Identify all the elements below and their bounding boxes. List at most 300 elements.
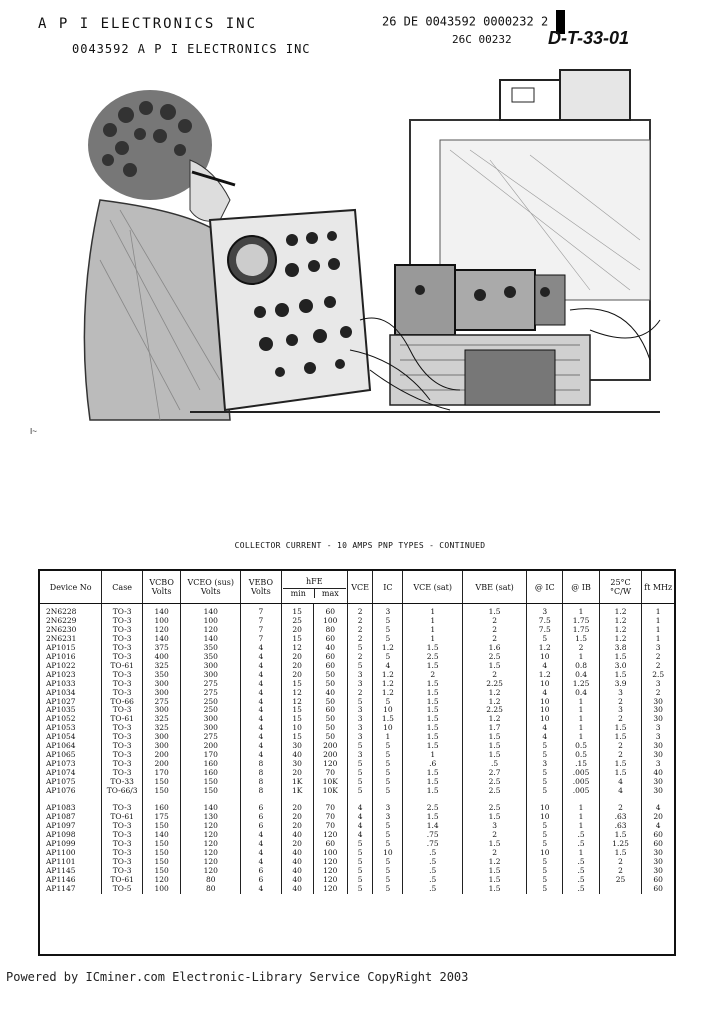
table-cell: 4: [241, 662, 282, 671]
table-cell: 2: [347, 653, 373, 662]
table-cell: TO-66/3: [102, 787, 143, 796]
table-body: [40, 604, 674, 894]
table-cell: 160: [181, 760, 241, 769]
table-cell: TO-3: [102, 706, 143, 715]
table-cell: 5: [347, 885, 373, 894]
table-cell: 1.5: [463, 876, 527, 885]
table-cell: .5: [403, 858, 463, 867]
table-cell: 150: [142, 822, 180, 831]
table-cell: 375: [142, 644, 180, 653]
table-cell: 4: [527, 689, 563, 698]
table-cell: 4: [241, 671, 282, 680]
table-cell: 250: [181, 706, 241, 715]
table-cell: 4: [527, 724, 563, 733]
technician-photo: [30, 60, 666, 430]
table-cell: 6: [241, 876, 282, 885]
table-cell: 5: [373, 769, 403, 778]
table-cell: .5: [563, 867, 599, 876]
table-cell: 1: [563, 715, 599, 724]
table-cell: 5: [527, 778, 563, 787]
table-cell: 2: [655, 651, 661, 661]
table-cell: 2: [463, 635, 527, 644]
table-cell: 2: [347, 626, 373, 635]
table-cell: .5: [563, 858, 599, 867]
table-cell: 2.25: [463, 706, 527, 715]
table-cell: 1: [655, 607, 661, 616]
table-cell: 5: [347, 769, 373, 778]
table-cell: TO-3: [102, 760, 143, 769]
table-cell: 2: [347, 635, 373, 644]
table-cell: 1.5: [403, 706, 463, 715]
table-cell: 1.5: [599, 653, 642, 662]
table-cell: TO-61: [102, 876, 143, 885]
table-cell: 10: [527, 813, 563, 822]
table-cell: 1.2: [373, 644, 403, 653]
table-cell: 120: [313, 831, 347, 840]
table-cell: 1.5: [599, 733, 642, 742]
table-cell: 3: [373, 604, 403, 617]
table-cell: 5: [527, 822, 563, 831]
col-hfe-max: max: [321, 588, 339, 598]
device-number-cell: AP1022: [40, 662, 102, 671]
col-hfe-label: hFE: [305, 576, 323, 586]
table-cell: 4: [241, 680, 282, 689]
table-cell: 5: [373, 876, 403, 885]
device-number-cell: AP1054: [40, 733, 102, 742]
table-cell: .5: [403, 885, 463, 894]
table-cell: 1.7: [463, 724, 527, 733]
table-cell: 7.5: [527, 626, 563, 635]
table-cell: 3: [347, 751, 373, 760]
table-cell: TO-3: [102, 617, 143, 626]
table-cell: 140: [181, 604, 241, 617]
table-cell: 1.5: [599, 849, 642, 858]
table-cell: TO-3: [102, 733, 143, 742]
table-cell: [599, 885, 642, 894]
table-cell: 50: [313, 680, 347, 689]
table-cell: 4: [347, 813, 373, 822]
table-header-row: [40, 571, 674, 604]
table-cell: 0.5: [563, 751, 599, 760]
table-cell: 20: [281, 804, 313, 813]
col-vce-sat: VCE (sat): [403, 571, 463, 604]
table-cell: 2.5: [463, 653, 527, 662]
device-number-cell: AP1023: [40, 671, 102, 680]
table-cell: 5: [373, 751, 403, 760]
table-cell: 160: [142, 804, 180, 813]
table-cell: 1.5: [463, 840, 527, 849]
table-cell: .5: [463, 760, 527, 769]
table-cell: 1: [655, 624, 661, 634]
table-cell: 60: [313, 653, 347, 662]
table-cell: 1: [373, 733, 403, 742]
table-cell: 60: [653, 829, 663, 839]
table-cell: 120: [313, 876, 347, 885]
table-cell: 1.5: [463, 662, 527, 671]
device-number-cell: 2N6229: [40, 617, 102, 626]
table-cell: 170: [142, 769, 180, 778]
table-cell: 2: [463, 849, 527, 858]
table-cell: 80: [313, 626, 347, 635]
table-cell: 60: [313, 706, 347, 715]
table-cell: 30: [653, 847, 663, 857]
table-cell: 6: [241, 804, 282, 813]
table-cell: 40: [281, 885, 313, 894]
table-cell: 3: [655, 678, 661, 688]
table-cell: 50: [313, 724, 347, 733]
table-cell: 20: [281, 840, 313, 849]
table-cell: 20: [281, 626, 313, 635]
table-cell: 2: [463, 671, 527, 680]
col-vceo: VCEO (sus) Volts: [181, 571, 241, 604]
table-cell: 300: [142, 689, 180, 698]
table-cell: 1.5: [599, 671, 642, 680]
table-cell: 10K: [313, 778, 347, 787]
table-cell: 5: [373, 778, 403, 787]
table-cell: 4: [241, 715, 282, 724]
table-cell: 60: [653, 838, 663, 848]
oscilloscope: [210, 210, 370, 410]
table-cell: 2: [599, 751, 642, 760]
table-cell: 50: [313, 715, 347, 724]
device-number-cell: AP1145: [40, 867, 102, 876]
table-cell: TO-3: [102, 742, 143, 751]
document-code-text: 26 DE 0043592 0000232 2: [382, 14, 549, 29]
table-cell: TO-5: [102, 885, 143, 894]
table-cell: 30: [653, 705, 663, 715]
col-hfe: [281, 571, 347, 604]
table-cell: 4: [241, 849, 282, 858]
table-cell: 12: [281, 644, 313, 653]
table-cell: 140: [142, 604, 180, 617]
table-cell: 300: [142, 733, 180, 742]
table-cell: 4: [241, 858, 282, 867]
table-cell: 300: [142, 742, 180, 751]
footer-credit: Powered by ICminer.com Electronic-Library Service CopyRight 2003: [6, 970, 469, 984]
table-cell: 4: [241, 742, 282, 751]
table-cell: 2.5: [652, 669, 665, 679]
table-cell: 2: [655, 687, 661, 697]
table-cell: 5: [373, 822, 403, 831]
device-number-cell: AP1098: [40, 831, 102, 840]
table-cell: 120: [181, 849, 241, 858]
table-cell: 1.5: [403, 813, 463, 822]
table-cell: 5: [347, 858, 373, 867]
table-cell: 10K: [313, 787, 347, 796]
table-cell: TO-3: [102, 822, 143, 831]
table-cell: 325: [142, 662, 180, 671]
table-cell: 10: [527, 706, 563, 715]
table-cell: 1: [563, 698, 599, 707]
table-cell: 1.5: [403, 787, 463, 796]
table-cell: 0.5: [563, 742, 599, 751]
table-cell: 120: [313, 885, 347, 894]
table-cell: 10: [281, 724, 313, 733]
table-cell: 0.4: [563, 671, 599, 680]
table-cell: 1.2: [463, 858, 527, 867]
table-cell: 30: [653, 856, 663, 866]
table-cell: 60: [313, 604, 347, 617]
table-cell: 4: [241, 831, 282, 840]
table-cell: 3.9: [599, 680, 642, 689]
table-cell: 1: [403, 617, 463, 626]
table-cell: 5: [527, 751, 563, 760]
table-cell: 5: [373, 698, 403, 707]
table-cell: 120: [313, 858, 347, 867]
table-cell: TO-3: [102, 769, 143, 778]
table-cell: 8: [241, 787, 282, 796]
table-cell: 70: [313, 813, 347, 822]
table-cell: 4: [241, 733, 282, 742]
table-cell: 30: [653, 741, 663, 751]
table-cell: 120: [313, 760, 347, 769]
table-cell: 40: [281, 751, 313, 760]
table-cell: 5: [373, 760, 403, 769]
table-cell: 1.5: [463, 813, 527, 822]
col-vebo: VEBO Volts: [241, 571, 282, 604]
table-cell: 3: [599, 706, 642, 715]
table-cell: 3: [347, 706, 373, 715]
table-cell: .15: [563, 760, 599, 769]
test-fixture: [390, 265, 590, 405]
table-cell: 12: [281, 689, 313, 698]
table-cell: TO-61: [102, 715, 143, 724]
table-cell: 1.2: [527, 644, 563, 653]
table-cell: 2: [563, 644, 599, 653]
table-cell: 4: [241, 840, 282, 849]
table-cell: .5: [563, 885, 599, 894]
table-cell: TO-3: [102, 604, 143, 617]
device-number-cell: AP1034: [40, 689, 102, 698]
table-cell: 150: [142, 867, 180, 876]
table-cell: TO-3: [102, 804, 143, 813]
table-cell: .5: [563, 831, 599, 840]
table-cell: 40: [281, 831, 313, 840]
table-cell: 2: [599, 742, 642, 751]
table-cell: .5: [403, 876, 463, 885]
table-cell: 15: [281, 715, 313, 724]
table-cell: 1.2: [527, 671, 563, 680]
table-cell: 100: [142, 617, 180, 626]
handwritten-doc-number: D-T-33-01: [548, 28, 630, 48]
table-cell: 20: [281, 813, 313, 822]
col-vcbo: VCBO Volts: [142, 571, 180, 604]
table-cell: 1.75: [563, 626, 599, 635]
table-cell: 4: [241, 724, 282, 733]
table-cell: 5: [373, 885, 403, 894]
table-cell: 70: [313, 804, 347, 813]
table-cell: 300: [142, 706, 180, 715]
table-cell: TO-3: [102, 831, 143, 840]
device-number-cell: AP1087: [40, 813, 102, 822]
table-cell: 1: [563, 804, 599, 813]
table-cell: 1.2: [599, 635, 642, 644]
table-cell: 325: [142, 715, 180, 724]
table-cell: 1.5: [403, 644, 463, 653]
table-cell: 325: [142, 724, 180, 733]
table-cell: 1.2: [599, 626, 642, 635]
table-cell: 3: [527, 760, 563, 769]
table-cell: 12: [281, 698, 313, 707]
table-cell: 3.8: [599, 644, 642, 653]
table-cell: 2: [599, 867, 642, 876]
table-cell: 1.5: [563, 635, 599, 644]
table-cell: 40: [653, 768, 663, 778]
table-cell: 1: [403, 626, 463, 635]
table-cell: 200: [142, 751, 180, 760]
table-cell: 1.25: [563, 680, 599, 689]
table-cell: .5: [403, 849, 463, 858]
table-cell: 30: [281, 760, 313, 769]
table-cell: 5: [373, 653, 403, 662]
table-cell: TO-3: [102, 626, 143, 635]
table-cell: 2: [347, 604, 373, 617]
table-cell: 5: [527, 769, 563, 778]
table-cell: .75: [403, 831, 463, 840]
table-cell: 5: [527, 787, 563, 796]
table-cell: 1.2: [373, 689, 403, 698]
table-cell: 3: [347, 680, 373, 689]
table-cell: 5: [347, 698, 373, 707]
table-cell: 2: [403, 671, 463, 680]
table-cell: 7: [241, 626, 282, 635]
table-cell: 2: [599, 715, 642, 724]
table-cell: 5: [373, 858, 403, 867]
table-cell: 10: [527, 715, 563, 724]
table-cell: TO-3: [102, 840, 143, 849]
table-cell: 40: [313, 644, 347, 653]
table-cell: 80: [181, 876, 241, 885]
table-cell: 4: [655, 803, 661, 813]
table-cell: TO-3: [102, 724, 143, 733]
table-cell: 25: [599, 876, 642, 885]
table-cell: 1: [563, 849, 599, 858]
table-cell: 40: [313, 689, 347, 698]
table-cell: 250: [181, 698, 241, 707]
table-cell: 1.5: [599, 769, 642, 778]
table-cell: 120: [181, 858, 241, 867]
table-cell: .5: [563, 840, 599, 849]
table-cell: 3: [373, 813, 403, 822]
table-cell: TO-3: [102, 644, 143, 653]
table-cell: 4: [241, 689, 282, 698]
table-cell: .63: [599, 813, 642, 822]
table-cell: 25: [281, 617, 313, 626]
table-cell: 350: [181, 644, 241, 653]
table-cell: 1K: [281, 787, 313, 796]
table-cell: 5: [373, 840, 403, 849]
table-cell: 140: [181, 635, 241, 644]
device-number-cell: AP1035: [40, 706, 102, 715]
table-cell: 5: [347, 742, 373, 751]
table-cell: TO-61: [102, 813, 143, 822]
table-cell: 5: [347, 840, 373, 849]
table-cell: 150: [181, 778, 241, 787]
table-cell: 1.2: [463, 698, 527, 707]
table-cell: 2: [463, 831, 527, 840]
table-cell: 5: [373, 787, 403, 796]
device-number-cell: AP1147: [40, 885, 102, 894]
table-cell: 1: [563, 724, 599, 733]
table-cell: TO-3: [102, 689, 143, 698]
table-cell: 4: [347, 831, 373, 840]
table-cell: 1.6: [463, 644, 527, 653]
table-cell: 4: [347, 804, 373, 813]
table-cell: 2: [463, 617, 527, 626]
table-cell: 1.5: [403, 715, 463, 724]
table-cell: 1.5: [403, 689, 463, 698]
table-cell: 1.5: [403, 769, 463, 778]
table-cell: 1: [655, 633, 661, 643]
table-cell: 10: [527, 698, 563, 707]
company-code-line: 0043592 A P I ELECTRONICS INC: [72, 42, 311, 56]
table-cell: 5: [527, 831, 563, 840]
device-number-cell: AP1076: [40, 787, 102, 796]
table-cell: 3: [347, 715, 373, 724]
table-cell: TO-33: [102, 778, 143, 787]
col-ic: IC: [373, 571, 403, 604]
col-at-ib: @ IB: [563, 571, 599, 604]
table-cell: 1.5: [463, 733, 527, 742]
table-cell: 40: [281, 858, 313, 867]
table-cell: 130: [181, 813, 241, 822]
table-cell: 30: [653, 786, 663, 796]
table-cell: 30: [281, 742, 313, 751]
table-cell: 100: [313, 849, 347, 858]
table-cell: 2: [463, 626, 527, 635]
table-cell: 10: [527, 804, 563, 813]
col-thermal: 25°C °C/W: [599, 571, 642, 604]
table-cell: 5: [373, 617, 403, 626]
table-cell: 4: [599, 778, 642, 787]
table-cell: 1.5: [463, 885, 527, 894]
table-cell: 20: [281, 671, 313, 680]
table-cell: 1.2: [463, 715, 527, 724]
table-cell: 1.2: [599, 604, 642, 617]
table-cell: 140: [181, 804, 241, 813]
table-cell: 300: [181, 662, 241, 671]
device-number-cell: AP1074: [40, 769, 102, 778]
table-cell: 1.2: [373, 680, 403, 689]
device-number-cell: 2N6231: [40, 635, 102, 644]
table-cell: 8: [241, 778, 282, 787]
table-cell: 3: [655, 642, 661, 652]
table-cell: 300: [181, 715, 241, 724]
table-cell: 150: [142, 778, 180, 787]
table-cell: 6: [241, 813, 282, 822]
table-cell: 1.25: [599, 840, 642, 849]
table-cell: 1: [403, 751, 463, 760]
table-cell: 3: [373, 804, 403, 813]
table-cell: 3: [655, 723, 661, 733]
table-cell: TO-3: [102, 858, 143, 867]
device-number-cell: AP1053: [40, 724, 102, 733]
table-cell: 2: [599, 698, 642, 707]
table-cell: 5: [347, 778, 373, 787]
table-cell: 8: [241, 769, 282, 778]
table-cell: 10: [527, 849, 563, 858]
table-cell: TO-3: [102, 849, 143, 858]
table-cell: 20: [653, 811, 663, 821]
table-cell: 7.5: [527, 617, 563, 626]
table-cell: 150: [142, 858, 180, 867]
table-cell: 275: [142, 698, 180, 707]
table-cell: 1: [403, 604, 463, 617]
table-cell: 3.0: [599, 662, 642, 671]
table-cell: 150: [181, 787, 241, 796]
table-cell: 4: [241, 885, 282, 894]
table-cell: 10: [527, 680, 563, 689]
